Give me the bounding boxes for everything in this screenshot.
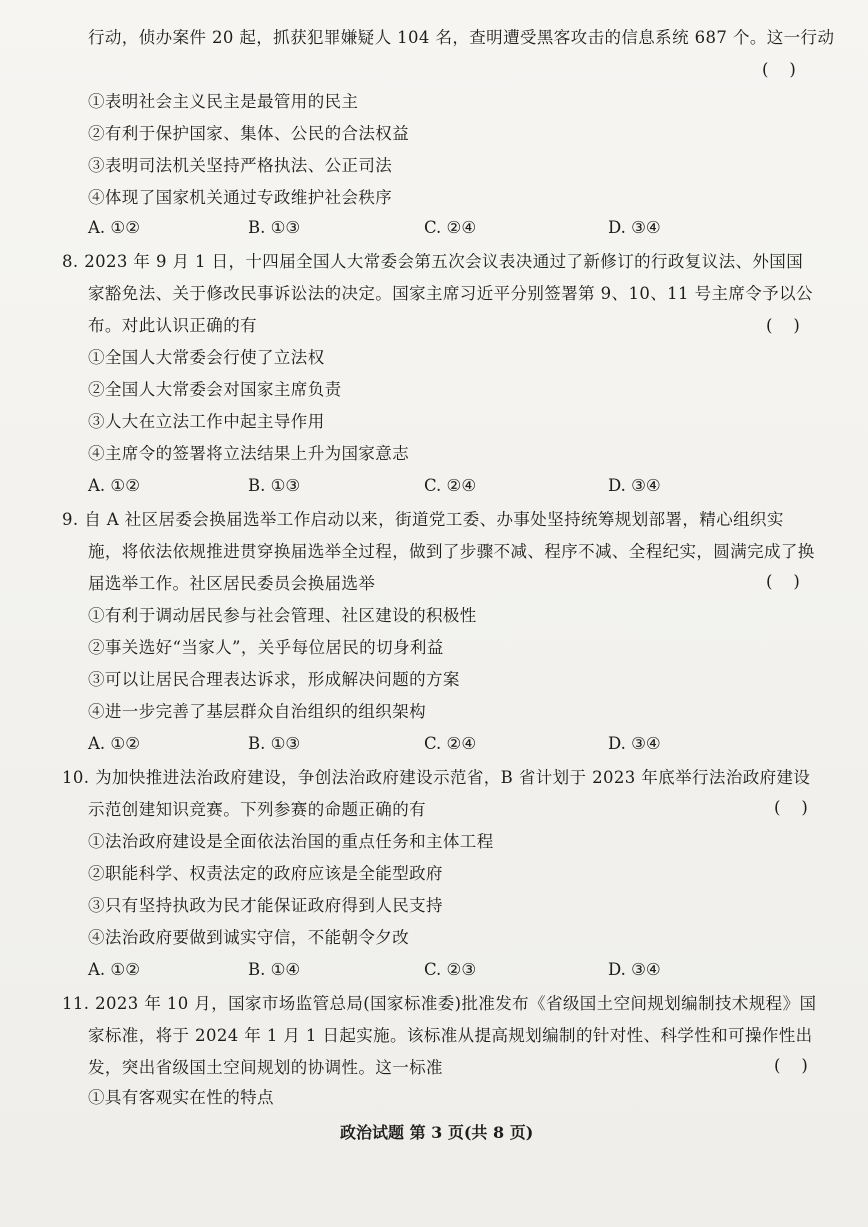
q8-stem-line-3: 布。对此认识正确的有 — [88, 316, 257, 335]
q10-option-c: C. ②③ — [424, 960, 477, 979]
q8-stem-line-2: 家豁免法、关于修改民事诉讼法的决定。国家主席习近平分别签署第 9、10、11 号主席令予以公 — [88, 284, 813, 303]
q9-option-b: B. ①③ — [248, 734, 301, 753]
q9-item-1: ①有利于调动居民参与社会管理、社区建设的积极性 — [88, 606, 477, 625]
q11-stem-line-2: 家标准，将于 2024 年 1 月 1 日起实施。该标准从提高规划编制的针对性、科学性和可操作性出 — [88, 1026, 813, 1045]
q9-stem-line-1: 9. 自 A 社区居委会换届选举工作启动以来，街道党工委、办事处坚持统筹规划部署，精心组织实 — [62, 510, 784, 529]
q7-answer-paren: ( ) — [762, 60, 796, 79]
q7-item-4: ④体现了国家机关通过专政维护社会秩序 — [88, 188, 393, 207]
q10-stem-line-1: 10. 为加快推进法治政府建设，争创法治政府建设示范省，B 省计划于 2023 年底举行法治政府建设 — [62, 768, 811, 787]
q7-item-3: ③表明司法机关坚持严格执法、公正司法 — [88, 156, 393, 175]
q11-stem-line-1: 11. 2023 年 10 月，国家市场监管总局(国家标准委)批准发布《省级国土空间规划编制技术规程》国 — [62, 994, 817, 1013]
q9-item-2: ②事关选好“当家人”，关乎每位居民的切身利益 — [88, 638, 444, 657]
q8-answer-paren: ( ) — [766, 316, 800, 335]
q8-option-a: A. ①② — [88, 476, 140, 495]
q9-option-c: C. ②④ — [424, 734, 477, 753]
page-footer: 政治试题 第 3 页(共 8 页) — [340, 1123, 534, 1142]
q8-option-b: B. ①③ — [248, 476, 301, 495]
q7-item-2: ②有利于保护国家、集体、公民的合法权益 — [88, 124, 410, 143]
q10-option-d: D. ③④ — [608, 960, 661, 979]
q11-answer-paren: ( ) — [774, 1056, 808, 1075]
q9-option-d: D. ③④ — [608, 734, 661, 753]
q8-item-3: ③人大在立法工作中起主导作用 — [88, 412, 325, 431]
q7-option-b: B. ①③ — [248, 218, 301, 237]
q8-option-d: D. ③④ — [608, 476, 661, 495]
q10-option-a: A. ①② — [88, 960, 140, 979]
q10-option-b: B. ①④ — [248, 960, 301, 979]
q10-item-4: ④法治政府要做到诚实守信，不能朝令夕改 — [88, 928, 410, 947]
q9-stem-line-3: 届选举工作。社区居民委员会换届选举 — [88, 574, 376, 593]
q9-item-3: ③可以让居民合理表达诉求，形成解决问题的方案 — [88, 670, 460, 689]
q9-option-a: A. ①② — [88, 734, 140, 753]
q7-option-c: C. ②④ — [424, 218, 477, 237]
q9-answer-paren: ( ) — [766, 572, 800, 591]
q7-option-d: D. ③④ — [608, 218, 661, 237]
q9-stem-line-2: 施，将依法依规推进贯穿换届选举全过程，做到了步骤不减、程序不减、全程纪实，圆满完成了换 — [88, 542, 815, 561]
q10-answer-paren: ( ) — [774, 798, 808, 817]
q8-item-2: ②全国人大常委会对国家主席负责 — [88, 380, 342, 399]
q7-option-a: A. ①② — [88, 218, 140, 237]
q8-stem-line-1: 8. 2023 年 9 月 1 日，十四届全国人大常委会第五次会议表决通过了新修订的行政复议法、外国国 — [62, 252, 804, 271]
q8-item-1: ①全国人大常委会行使了立法权 — [88, 348, 325, 367]
q10-item-1: ①法治政府建设是全面依法治国的重点任务和主体工程 — [88, 832, 494, 851]
q11-item-1: ①具有客观实在性的特点 — [88, 1088, 274, 1107]
q10-stem-line-2: 示范创建知识竞赛。下列参赛的命题正确的有 — [88, 800, 426, 819]
q8-option-c: C. ②④ — [424, 476, 477, 495]
q10-item-3: ③只有坚持执政为民才能保证政府得到人民支持 — [88, 896, 443, 915]
q11-stem-line-3: 发，突出省级国土空间规划的协调性。这一标准 — [88, 1058, 443, 1077]
q10-item-2: ②职能科学、权责法定的政府应该是全能型政府 — [88, 864, 443, 883]
q7-item-1: ①表明社会主义民主是最管用的民主 — [88, 92, 359, 111]
q8-item-4: ④主席令的签署将立法结果上升为国家意志 — [88, 444, 410, 463]
q7-stem-line: 行动，侦办案件 20 起，抓获犯罪嫌疑人 104 名，查明遭受黑客攻击的信息系统 687 个。这一行动 — [88, 28, 835, 47]
q9-item-4: ④进一步完善了基层群众自治组织的组织架构 — [88, 702, 426, 721]
